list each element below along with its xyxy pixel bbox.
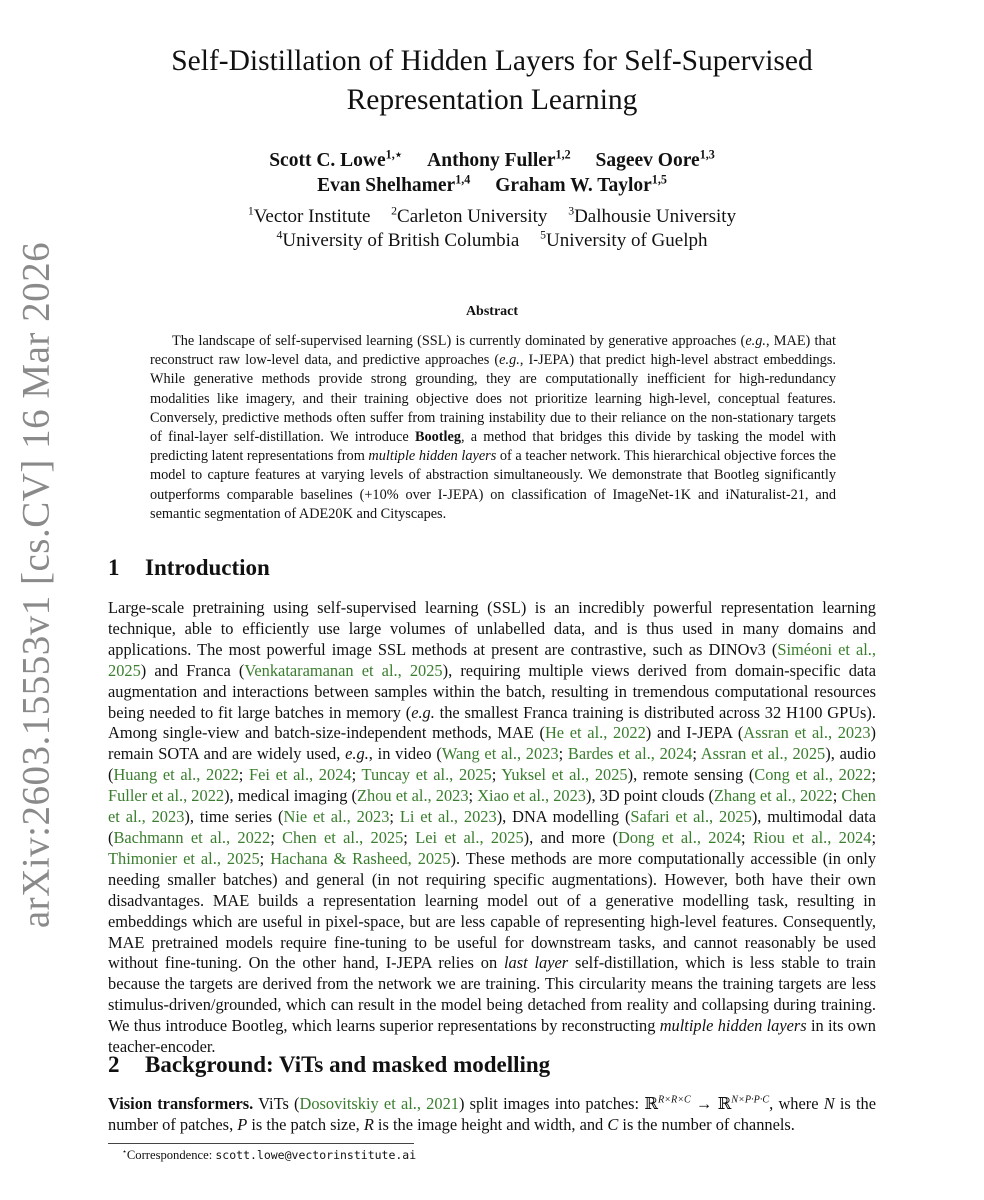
method-name: Bootleg <box>414 429 461 446</box>
citation[interactable]: Venkataramanan et al., 2025 <box>244 660 443 680</box>
citation[interactable]: Safari et al., 2025 <box>630 807 752 827</box>
citation[interactable]: Chen et al., 2025 <box>282 827 404 847</box>
affiliation: $^1$Vector Institute <box>247 204 371 227</box>
citation[interactable]: Bardes et al., 2024 <box>567 744 693 764</box>
citation[interactable]: Hachana & Rasheed, 2025 <box>270 848 451 868</box>
citation[interactable]: Li et al., 2023 <box>399 807 497 827</box>
citation[interactable]: Dong et al., 2024 <box>618 827 742 847</box>
math-expression: ℝ$^{R\times R\times C}$ → ℝ$^{N\times P\cdot P\cdot C}$ <box>644 1094 770 1113</box>
citation[interactable]: Yuksel et al., 2025 <box>501 765 628 785</box>
arxiv-identifier: arXiv:2603.15553v1 [cs.CV] 16 Mar 2026 <box>14 241 58 929</box>
email-link[interactable]: scott.lowe@vectorinstitute.ai <box>215 1148 417 1162</box>
section-heading-introduction: 1 Introduction <box>108 555 270 580</box>
citation[interactable]: Riou et al., 2024 <box>752 827 872 847</box>
introduction-paragraph: Large-scale pretraining using self-supervised learning (SSL) is an incredibly powerful representation learning technique, able to efficiently use large volumes of unlabelled data, and is thus used in many domains and applications. The most powerful image SSL methods at present are contrastive, such as DINOv3 (Siméoni et al., 2025) and Franca (Venkataramanan et al., 2025), requiring multiple views derived from domain-specific data augmentation and interactions between samples within the batch, resulting in tremendous computational resources being needed to fit large batches in memory (e.g. the smallest Franca training is distributed across 32 H100 GPUs). Among single-view and batch-size-independent methods, MAE (He et al., 2022) and I-JEPA (Assran et al., 2023) remain SOTA and are widely used, e.g., in video (Wang et al., 2023; Bardes et al., 2024; Assran et al., 2025), audio (Huang et al., 2022; Fei et al., 2024; Tuncay et al., 2025; Yuksel et al., 2025), remote sensing (Cong et al., 2022; Fuller et al., 2022), medical imaging (Zhou et al., 2023; Xiao et al., 2023), 3D point clouds (Zhang et al., 2022; Chen et al., 2023), time series (Nie et al., 2023; Li et al., 2023), DNA modelling (Safari et al., 2025), multimodal data (Bachmann et al., 2022; Chen et al., 2025; Lei et al., 2025), and more (Dong et al., 2024; Riou et al., 2024; Thimonier et al., 2025; Hachana & Rasheed, 2025). These methods are more computationally accessible (in only needing smaller batches) and general (in not requiring specific augmentations). However, both have their own disadvantages. MAE builds a representation learning model out of a generative modelling task, resulting in embeddings which are useful in pixel-space, but are less capable of representing high-level features. Consequently, MAE pretrained models require fine-tuning to be useful for downstream tasks, and cannot reasonably be used without fine-tuning. On the other hand, I-JEPA relies on last layer self-distillation, which is less stable to train because the targets are derived from the network we are training. This circularity means the training targets are less stimulus-driven/grounded, which can result in the model being detached from reality and collapsing during training. We thus introduce Bootleg, which learns superior representations by reconstructing multiple hidden layers in its own teacher-encoder. <box>108 598 877 1057</box>
citation[interactable]: Fuller et al., 2022 <box>108 786 225 806</box>
citation[interactable]: Xiao et al., 2023 <box>477 786 586 806</box>
abstract-body: The landscape of self-supervised learning (SSL) is currently dominated by generative approaches (e.g., MAE) that reconstruct raw low-level data, and predictive approaches (e.g., I-JEPA) that predict high-level abstract embeddings. While generative methods provide strong grounding, they are computationally inefficient for high-redundancy modalities like imagery, and their training objective does not prioritize learning high-level, conceptual features. Conversely, predictive methods often suffer from training instability due to their reliance on the non-stationary targets of final-layer self-distillation. We introduce Bootleg, a method that bridges this divide by tasking the model with predicting latent representations from multiple hidden layers of a teacher network. This hierarchical objective forces the model to capture features at varying levels of abstraction simultaneously. We demonstrate that Bootleg significantly outperforms comparable baselines (+10% over I-JEPA) on classification of ImageNet-1K and iNaturalist-21, and semantic segmentation of ADE20K and Cityscapes. <box>150 333 836 522</box>
citation[interactable]: Thimonier et al., 2025 <box>108 848 260 868</box>
footnote-rule <box>108 1143 414 1144</box>
citation[interactable]: Nie et al., 2023 <box>283 807 390 827</box>
citation[interactable]: Tuncay et al., 2025 <box>361 765 492 785</box>
author: Evan Shelhamer$^{1,4}$ <box>317 172 471 196</box>
author: Sageev Oore$^{1,3}$ <box>595 147 715 171</box>
citation[interactable]: Huang et al., 2022 <box>113 765 239 785</box>
paper-title <box>0 42 984 120</box>
citation[interactable]: Wang et al., 2023 <box>441 744 559 764</box>
affiliation: $^4$University of British Columbia <box>276 228 520 251</box>
affiliation: $^2$Carleton University <box>391 204 548 227</box>
citation[interactable]: Assran et al., 2025 <box>700 744 826 764</box>
author: Anthony Fuller$^{1,2}$ <box>427 147 571 171</box>
citation[interactable]: Siméoni et al., 2025 <box>108 639 876 680</box>
author: Graham W. Taylor$^{1,5}$ <box>495 172 667 196</box>
citation[interactable]: Zhou et al., 2023 <box>357 786 469 806</box>
citation[interactable]: Chen et al., 2023 <box>108 786 876 827</box>
title-line-2: Representation Learning <box>346 84 638 116</box>
affiliation: $^5$University of Guelph <box>540 228 708 251</box>
correspondence-footnote: ⋆Correspondence: scott.lowe@vectorinstitute.ai <box>122 1146 417 1162</box>
paragraph-lead: Vision transformers. <box>108 1094 254 1113</box>
section-heading-background: 2 Background: ViTs and masked modelling <box>108 1052 551 1077</box>
arxiv-sidebar <box>4 241 68 929</box>
author-list <box>0 148 984 198</box>
author: Scott C. Lowe$^{1,⋆}$ <box>269 147 403 171</box>
title-line-1: Self-Distillation of Hidden Layers for Self-Supervised <box>171 45 813 77</box>
citation[interactable]: Zhang et al., 2022 <box>713 786 833 806</box>
citation[interactable]: He et al., 2022 <box>544 723 646 743</box>
affiliation: $^3$Dalhousie University <box>568 204 737 227</box>
affiliation-list <box>0 205 984 253</box>
abstract-heading: Abstract <box>465 304 519 319</box>
citation[interactable]: Fei et al., 2024 <box>249 765 352 785</box>
citation[interactable]: Dosovitskiy et al., 2021 <box>299 1094 459 1113</box>
citation[interactable]: Cong et al., 2022 <box>754 765 872 785</box>
citation[interactable]: Lei et al., 2025 <box>415 827 524 847</box>
citation[interactable]: Assran et al., 2023 <box>743 723 871 743</box>
background-paragraph: Vision transformers. ViTs (Dosovitskiy et al., 2021) split images into patches: ℝ$^{R\times R\times C}$ → ℝ$^{N\times P\cdot P\cdot C}$, where N is the number of patches, P is the patch size, R is the image height and width, and C is the number of channels. <box>108 1094 876 1134</box>
citation[interactable]: Bachmann et al., 2022 <box>113 827 271 847</box>
